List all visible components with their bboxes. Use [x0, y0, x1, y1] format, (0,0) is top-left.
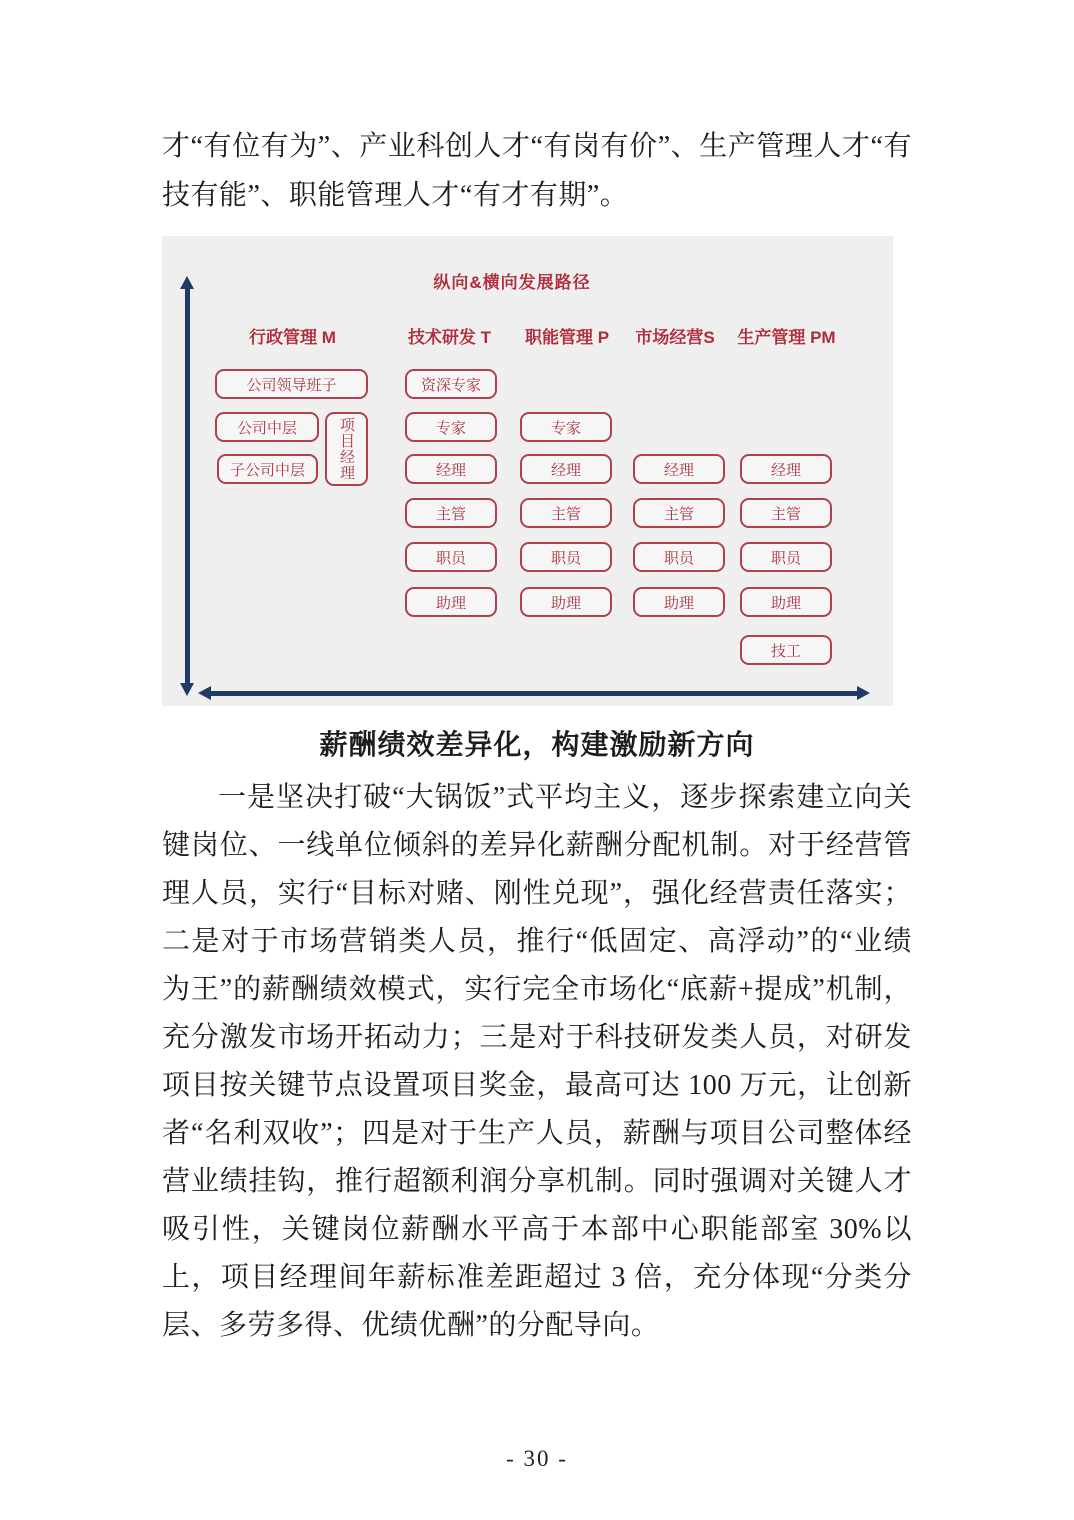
diagram-title: 纵向&横向发展路径 — [433, 273, 591, 292]
box-company-leadership-team: 公司领导班子 — [215, 369, 368, 399]
box-func-manager: 经理 — [520, 454, 612, 484]
column-header-functional-management: 职能管理 P — [524, 328, 610, 347]
box-prod-technician: 技工 — [740, 635, 832, 665]
box-tech-manager: 经理 — [405, 454, 497, 484]
box-market-manager: 经理 — [633, 454, 725, 484]
box-func-staff: 职员 — [520, 542, 612, 572]
box-project-manager: 项目经理 — [325, 412, 368, 486]
box-prod-supervisor: 主管 — [740, 498, 832, 528]
box-func-supervisor: 主管 — [520, 498, 612, 528]
box-func-expert: 专家 — [520, 412, 612, 442]
column-header-production-management: 生产管理 PM — [737, 328, 836, 347]
body-paragraph: 一是坚决打破“大锅饭”式平均主义，逐步探索建立向关键岗位、一线单位倾斜的差异化薪酬分配机制。对于经营管理人员，实行“目标对赌、刚性兑现”，强化经营责任落实；二是对于市场营销类人员，推行“低固定、高浮动”的“业绩为王”的薪酬绩效模式，实行完全市场化“底薪+提成”机制，充分激发市场开拓动力；三是对于科技研发类人员，对研发项目按关键节点设置项目奖金，最高可达 100 万元，让创新者“名利双收”；四是对于生产人员，薪酬与项目公司整体经营业绩挂钩，推行超额利润分享机制。同时强调对关键人才吸引性，关键岗位薪酬水平高于本部中心职能部室 30%以上，项目经理间年薪标准差距超过 3 倍，充分体现“分类分层、多劳多得、优绩优酬”的分配导向。 — [162, 782, 912, 1341]
box-subsidiary-middle-level: 子公司中层 — [217, 454, 318, 484]
box-tech-staff: 职员 — [405, 542, 497, 572]
box-func-assistant: 助理 — [520, 587, 612, 617]
intro-paragraph: 才“有位有为”、产业科创人才“有岗有价”、生产管理人才“有技有能”、职能管理人才“有才有期”。 — [162, 131, 912, 211]
box-market-supervisor: 主管 — [633, 498, 725, 528]
box-prod-staff: 职员 — [740, 542, 832, 572]
box-tech-senior-expert: 资深专家 — [405, 369, 497, 399]
box-prod-assistant: 助理 — [740, 587, 832, 617]
box-company-middle-level: 公司中层 — [215, 412, 319, 442]
box-tech-supervisor: 主管 — [405, 498, 497, 528]
career-path-diagram — [162, 236, 893, 706]
box-tech-expert: 专家 — [405, 412, 497, 442]
column-header-tech-rnd: 技术研发 T — [407, 328, 492, 347]
vertical-axis-arrow — [185, 288, 190, 684]
horizontal-axis-arrow — [210, 691, 858, 696]
box-tech-assistant: 助理 — [405, 587, 497, 617]
box-market-assistant: 助理 — [633, 587, 725, 617]
column-header-market-operation: 市场经营S — [635, 328, 715, 347]
box-market-staff: 职员 — [633, 542, 725, 572]
section-heading: 薪酬绩效差异化，构建激励新方向 — [319, 730, 755, 761]
column-header-admin-management: 行政管理 M — [249, 328, 336, 347]
page-number: - 30 - — [506, 1446, 568, 1471]
box-prod-manager: 经理 — [740, 454, 832, 484]
